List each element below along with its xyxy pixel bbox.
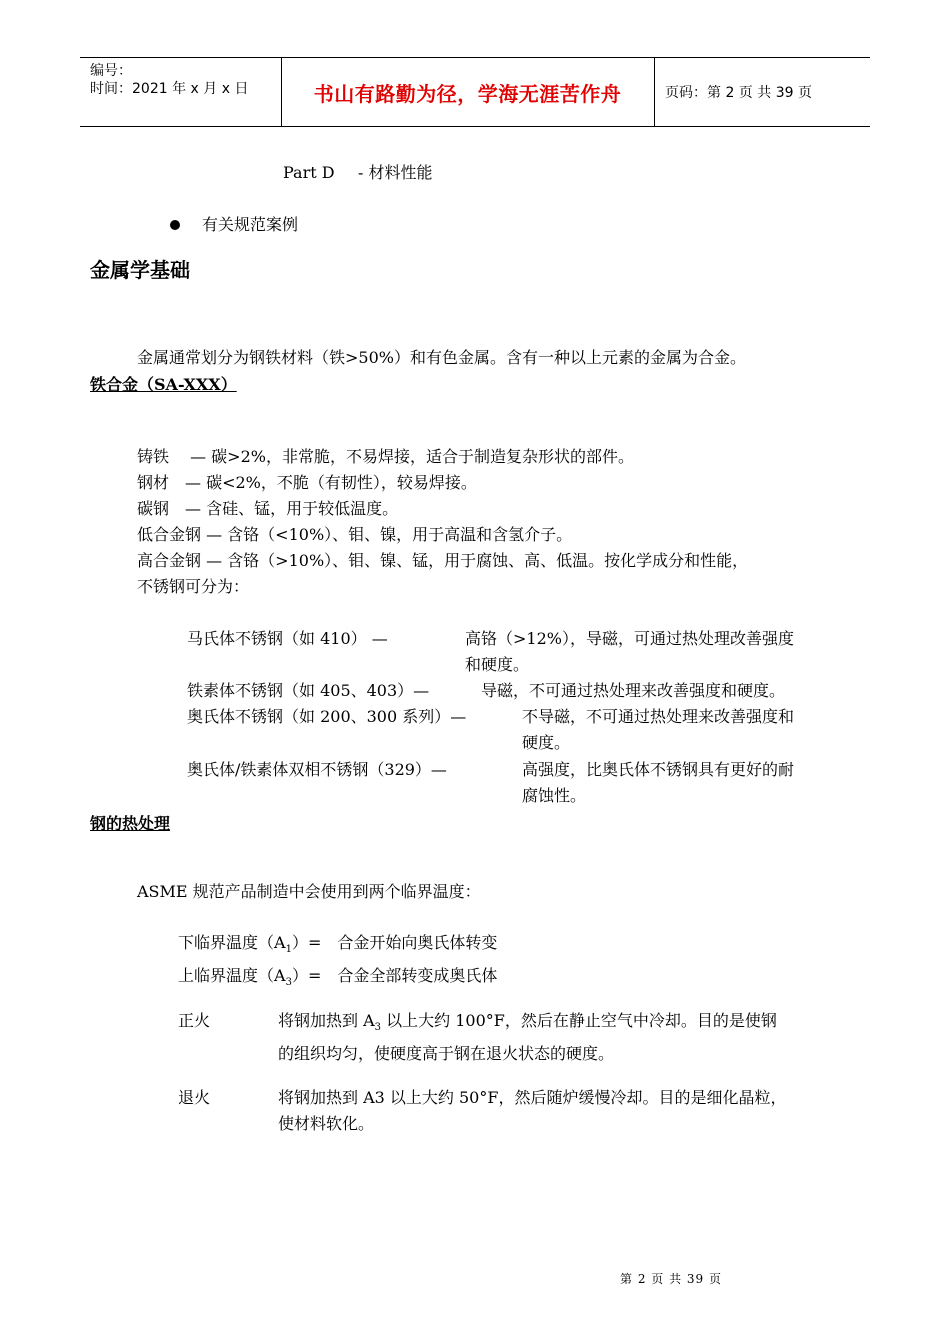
stainless-name: 马氏体不锈钢（如 410） — (187, 629, 388, 648)
stainless-desc-line: 和硬度。 (465, 655, 530, 674)
part-label: Part D (283, 163, 335, 182)
ferro-item: 钢材 — 碳<2%，不脆（有韧性），较易焊接。 (137, 473, 477, 492)
ferro-item: 低合金钢 — 含铬（<10%）、钼、镍，用于高温和含氢介子。 (137, 525, 573, 544)
ferro-item: 碳钢 — 含硅、锰，用于较低温度。 (137, 499, 399, 518)
heat-treatment-heading: 钢的热处理 (90, 814, 171, 833)
bullet-icon (170, 220, 180, 230)
part-subtitle: - 材料性能 (358, 163, 433, 182)
ferro-item: 铸铁 — 碳>2%，非常脆，不易焊接，适合于制造复杂形状的部件。 (137, 447, 634, 466)
treatment-desc-line: 将钢加热到 $A_3$ 以上大约 100°F，然后在静止空气中冷却。目的是使钢 (278, 1011, 777, 1034)
section-title: 金属学基础 (90, 258, 190, 282)
stainless-desc (522, 757, 794, 809)
treatment-desc (278, 1085, 786, 1137)
header-time-label: 时间：2021 年 x 月 x 日 (90, 81, 249, 97)
page-footer: 第 2 页 共 39 页 (620, 1272, 722, 1286)
ferro-item: 不锈钢可分为： (137, 577, 250, 596)
stainless-desc-line: 高铬（>12%），导磁，可通过热处理改善强度 (465, 629, 794, 648)
header-motto: 书山有路勤为径，学海无涯苦作舟 (313, 81, 622, 106)
critical-temp-list (178, 930, 497, 996)
intro-paragraph: 金属通常划分为钢铁材料（铁>50%）和有色金属。含有一种以上元素的金属为合金。 (137, 348, 746, 367)
stainless-desc-line: 腐蚀性。 (522, 786, 587, 805)
stainless-name: 奥氏体/铁素体双相不锈钢（329）— (187, 760, 447, 779)
stainless-desc-line: 不导磁，不可通过热处理来改善强度和 (522, 707, 795, 726)
stainless-desc (465, 626, 794, 678)
treatment-term: 退火 (178, 1088, 211, 1107)
ferro-item: 高合金钢 — 含铬（>10%）、钼、镍、锰，用于腐蚀、高、低温。按化学成分和性能， (137, 551, 749, 570)
critical-temp: 下临界温度$(A_1)=$ 合金开始向奥氏体转变 (178, 933, 498, 956)
treatment-desc-line: 将钢加热到 A3 以上大约 50°F，然后随炉缓慢冷却。目的是细化晶粒， (278, 1088, 787, 1107)
stainless-desc-line: 高强度，比奥氏体不锈钢具有更好的耐 (522, 760, 795, 779)
ferro-item-list (137, 444, 748, 600)
treatment-desc-line: 使材料软化。 (278, 1114, 375, 1133)
stainless-desc (522, 704, 794, 756)
critical-temp: 上临界温度$(A_3)=$ 合金全部转变成奥氏体 (178, 966, 498, 989)
stainless-name: 奥氏体不锈钢（如 200、300 系列）— (187, 707, 467, 726)
stainless-desc: 导磁，不可通过热处理来改善强度和硬度。 (481, 681, 786, 700)
page-header (80, 57, 870, 127)
treatment-desc-line: 的组织均匀，使硬度高于钢在退火状态的硬度。 (278, 1044, 615, 1064)
header-divider (654, 58, 655, 126)
header-number-label: 编号： (90, 63, 132, 79)
heat-intro: ASME 规范产品制造中会使用到两个临界温度： (137, 882, 481, 901)
treatment-term: 正火 (178, 1011, 211, 1030)
header-page-info: 页码：第 2 页 共 39 页 (665, 85, 812, 101)
ferro-alloy-heading: 铁合金（SA-XXX） (90, 375, 237, 394)
treatment-desc (278, 1008, 777, 1067)
stainless-desc-line: 硬度。 (522, 733, 571, 752)
bullet-item: 有关规范案例 (202, 215, 299, 234)
stainless-name: 铁素体不锈钢（如 405、403）— (187, 681, 430, 700)
header-meta (90, 62, 248, 98)
